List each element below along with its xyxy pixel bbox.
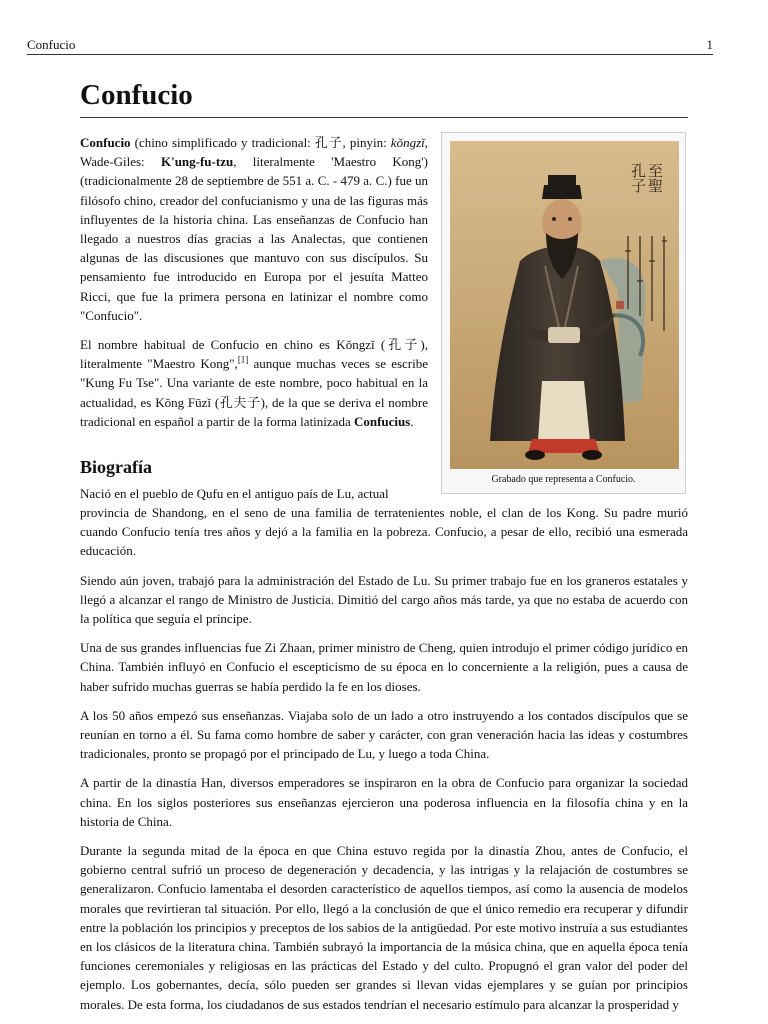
- inscription-text-2: 孔子: [629, 163, 647, 193]
- biography-section: [80, 503, 688, 1024]
- intro-paragraph-1: Confucio (chino simplificado y tradicional: 孔子, pinyin: kǒngzǐ, Wade-Giles: K'ung-fu-tzu, literalmente 'Maestro Kong') (tradicionalmente 28 de septiembre de 551 a. C. - 479 a. C.) fue un filósofo chino, creador del confucianismo y una de las figuras más influyentes de la historia china. Las enseñanzas de Confucio han llegado a nuestros días gracias a las Analectas, que contienen algunas de las discusiones que mantuvo con sus discípulos. Su pensamiento fue introducido en Europa por el jesuíta Matteo Ricci, que fue la primera persona en latinizar el nombre como "Confucio".: [80, 135, 428, 323]
- running-header: [27, 37, 713, 55]
- title-divider: [80, 117, 688, 118]
- biography-paragraph-1: provincia de Shandong, en el seno de una familia de terratenientes noble, el clan de los Kong. Su padre murió cuando Confucio tenía tres años y dejó a la familia en la pobreza. Confucio, a pesar de ello, recibió una esmerada educación.: [80, 505, 688, 559]
- biography-paragraph-5: A partir de la dinastía Han, diversos emperadores se inspiraron en la obra de Confucio para organizar la sociedad china. En los siglos posteriores sus enseñanzas ejercieron una poderosa influencia en la filosofía china y en la historia de China.: [80, 775, 688, 829]
- figure-box: [441, 132, 686, 494]
- section-heading-biografia: Biografía: [80, 457, 152, 477]
- biography-paragraph-2: Siendo aún joven, trabajó para la administración del Estado de Lu. Su primer trabajo fue en los graneros estatales y llegó a alcanzar el rango de Ministro de Justicia. Dimitió del cargo años más tarde, ya que no estaba de acuerdo con la política que seguía el príncipe.: [80, 572, 688, 627]
- bold-term: Confucius: [353, 413, 411, 429]
- biography-paragraph-4: A los 50 años empezó sus enseñanzas. Viajaba solo de un lado a otro instruyendo a los contados discípulos que se reunían en torno a él. Su fama como hombre de saber y carácter, con gran veneración hacia las ideas y costumbres tradicionales, pronto se propagó por el principado de Lu, y luego a toda China.: [80, 707, 688, 762]
- biography-paragraph-6: Durante la segunda mitad de la época en que China estuvo regida por la dinastía Zhou, antes de Confucio, el gobierno central sufrió un proceso de degeneración y decadencia, y las intrigas y la relajación de costumbres se generalizaron. Confucio lamentaba el desorden característico de aquellos tiempos, así como la ausencia de modelos morales que revirtieran tal situación. Por ello, llegó a la conclusión de que el único remedio era recuperar y difundir entre la población los principios y preceptos de los sabios de la antigüedad. Por este motivo instruía a sus estudiantes en los clásicos de la literatura china. También subrayó la importancia de la música china, que en aquella época tenía funciones ceremoniales y religiosas en las prácticas del Estado y del culto. Propugnó el gran valor del poder del ejemplo. Los gobernantes, decía, sólo pueden ser grandes si llevan vidas ejemplares y se guían por principios morales. De esta forma, los ciudadanos de sus estados tendrían el necesario estímulo para alcanzar la prosperidad y: [80, 843, 688, 1012]
- article-title: Confucio: [80, 79, 193, 111]
- biography-paragraph-3: Una de sus grandes influencias fue Zi Zhaan, primer ministro de Cheng, quien introdujo el primer código jurídico en China. También influyó en Confucio el escepticismo de su época en lo concerniente a la religión, pues a causa de haber sufrido muchas guerras se había perdido la fe en los dioses.: [80, 640, 688, 694]
- biography-paragraph-1-first-line: Nació en el pueblo de Qufu en el antiguo país de Lu, actual: [80, 486, 389, 501]
- calligraphy-inscription: [629, 162, 664, 193]
- inscription-text-1: 至聖: [646, 163, 664, 193]
- confucius-portrait-image: [450, 141, 679, 469]
- italic-term: kǒngzǐ: [390, 135, 425, 150]
- running-header-title: Confucio: [27, 37, 76, 52]
- intro-section: [80, 133, 428, 441]
- portrait-illustration: [450, 141, 679, 469]
- bold-term: K'ung-fu-tzu: [160, 154, 234, 170]
- bold-term: Confucio: [80, 135, 131, 150]
- citation-link[interactable]: [1]: [237, 354, 249, 365]
- intro-paragraph-2: El nombre habitual de Confucio en chino es Kǒngzǐ (孔子), literalmente "Maestro Kong",[1] aunque muchas veces se escribe "Kung Fu Tse". Una variante de este nombre, poco habitual en la actualidad, es Kǒng Fūzǐ (孔夫子), de la que se deriva el nombre tradicional en español a partir de la forma latinizada Confucius.: [80, 337, 428, 429]
- figure-caption: Grabado que representa a Confucio.: [491, 474, 636, 485]
- page-number: 1: [706, 37, 713, 52]
